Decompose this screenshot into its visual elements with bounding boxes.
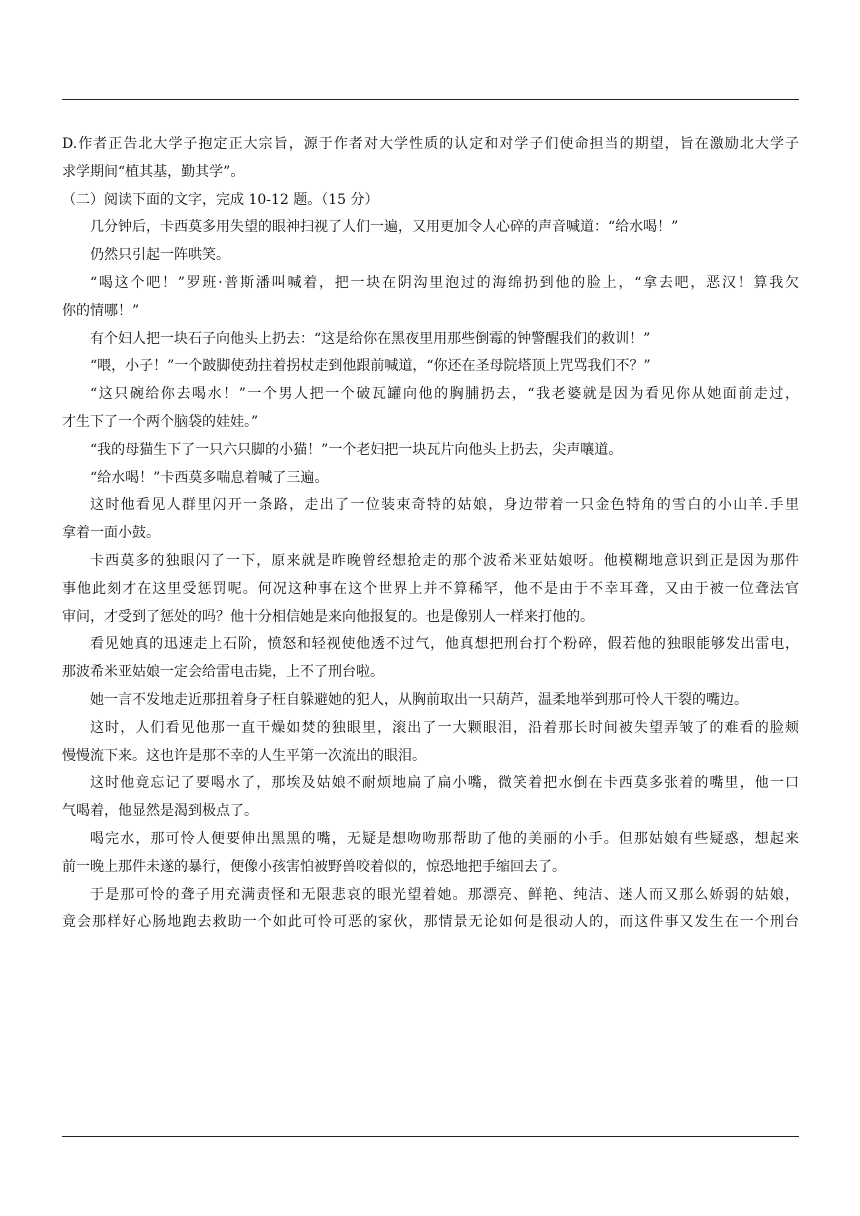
text-line: 审问，才受到了惩处的吗？他十分相信她是来向他报复的。也是像别人一样来打他的。 <box>62 608 594 625</box>
text-line: 前一晚上那件未遂的暴行，便像小孩害怕被野兽咬着似的，惊恐地把手缩回去了。 <box>62 858 566 875</box>
text-line: 这时他竟忘记了要喝水了，那埃及姑娘不耐烦地扁了扁小嘴，微笑着把水倒在卡西莫多张着的嘴里，他一口 <box>90 775 799 792</box>
text-line: 卡西莫多的独眼闪了一下，原来就是昨晚曾经想抢走的那个波希米亚姑娘呀。他模糊地意识到正是因为那件 <box>90 552 799 569</box>
text-line: 于是那可怜的聋子用充满责怪和无限悲哀的眼光望着她。那漂亮、鲜艳、纯洁、迷人而又那么娇弱的姑娘， <box>90 886 799 903</box>
text-line: 喝完水，那可怜人便要伸出黑黑的嘴，无疑是想吻吻那帮助了他的美丽的小手。但那姑娘有些疑惑，想起来 <box>90 830 799 847</box>
text-line: “我的母猫生下了一只六只脚的小猫！”一个老妇把一块瓦片向他头上扔去，尖声嚷道。 <box>90 441 623 458</box>
text-line: 看见她真的迅速走上石阶，愤怒和轻视使他透不过气，他真想把刑台打个粉碎，假若他的独眼能够发出雷电， <box>90 636 799 653</box>
text-line: 拿着一面小鼓。 <box>62 525 160 542</box>
text-line: “喝这个吧！”罗班·普斯潘叫喊着，把一块在阴沟里泡过的海绵扔到他的脸上，“拿去吧，恶汉！算我欠 <box>90 274 799 291</box>
text-line: “喂，小子！”一个跛脚使劲拄着拐杖走到他跟前喊道，“你还在圣母院塔顶上咒骂我们不？” <box>90 358 651 375</box>
text-line: 气喝着，他显然是渴到极点了。 <box>62 803 258 820</box>
text-line: 求学期间“植其基，勤其学”。 <box>62 163 245 180</box>
section-heading: （二）阅读下面的文字，完成 10-12 题。（15 分） <box>62 191 379 208</box>
text-line: 仍然只引起一阵哄笑。 <box>90 247 230 264</box>
text-line: 你的情哪！” <box>62 302 140 319</box>
text-line: D.作者正告北大学子抱定正大宗旨，源于作者对大学性质的认定和对学子们使命担当的期望，旨在激励北大学子 <box>62 136 799 152</box>
text-line: 几分钟后，卡西莫多用失望的眼神扫视了人们一遍，又用更加令人心碎的声音喊道：“给水喝！” <box>90 219 679 236</box>
text-line: 才生下了一个两个脑袋的娃娃。” <box>62 413 259 430</box>
text-line: 有个妇人把一块石子向他头上扔去：“这是给你在黑夜里用那些倒霉的钟警醒我们的救训！” <box>90 330 651 347</box>
document-body <box>62 131 799 937</box>
text-line: 那波希米亚姑娘一定会给雷电击毙，上不了刑台啦。 <box>62 664 384 681</box>
text-line: 这时他看见人群里闪开一条路，走出了一位装束奇特的姑娘，身边带着一只金色特角的雪白的小山羊.手里 <box>90 497 799 514</box>
text-line: “这只碗给你去喝水！”一个男人把一个破瓦罐向他的胸脯扔去，“我老婆就是因为看见你从她面前走过， <box>90 386 799 403</box>
footer-rule <box>62 1136 799 1137</box>
text-line: 事他此刻才在这里受惩罚呢。何况这种事在这个世界上并不算稀罕，他不是由于不幸耳聋，又由于被一位聋法官 <box>62 580 799 597</box>
text-line: 慢慢流下来。这也许是那不幸的人生平第一次流出的眼泪。 <box>62 747 426 764</box>
header-rule <box>62 99 799 100</box>
text-line: 她一言不发地走近那扭着身子枉自躲避她的犯人，从胸前取出一只葫芦，温柔地举到那可怜人干裂的嘴边。 <box>90 691 748 708</box>
text-line: 竟会那样好心肠地跑去救助一个如此可怜可恶的家伙，那情景无论如何是很动人的，而这件事又发生在一个刑台 <box>62 914 799 931</box>
text-line: “给水喝！”卡西莫多喘息着喊了三遍。 <box>90 469 329 486</box>
text-line: 这时，人们看见他那一直干燥如焚的独眼里，滚出了一大颗眼泪，沿着那长时间被失望弄皱了的难看的脸颊 <box>90 719 799 736</box>
